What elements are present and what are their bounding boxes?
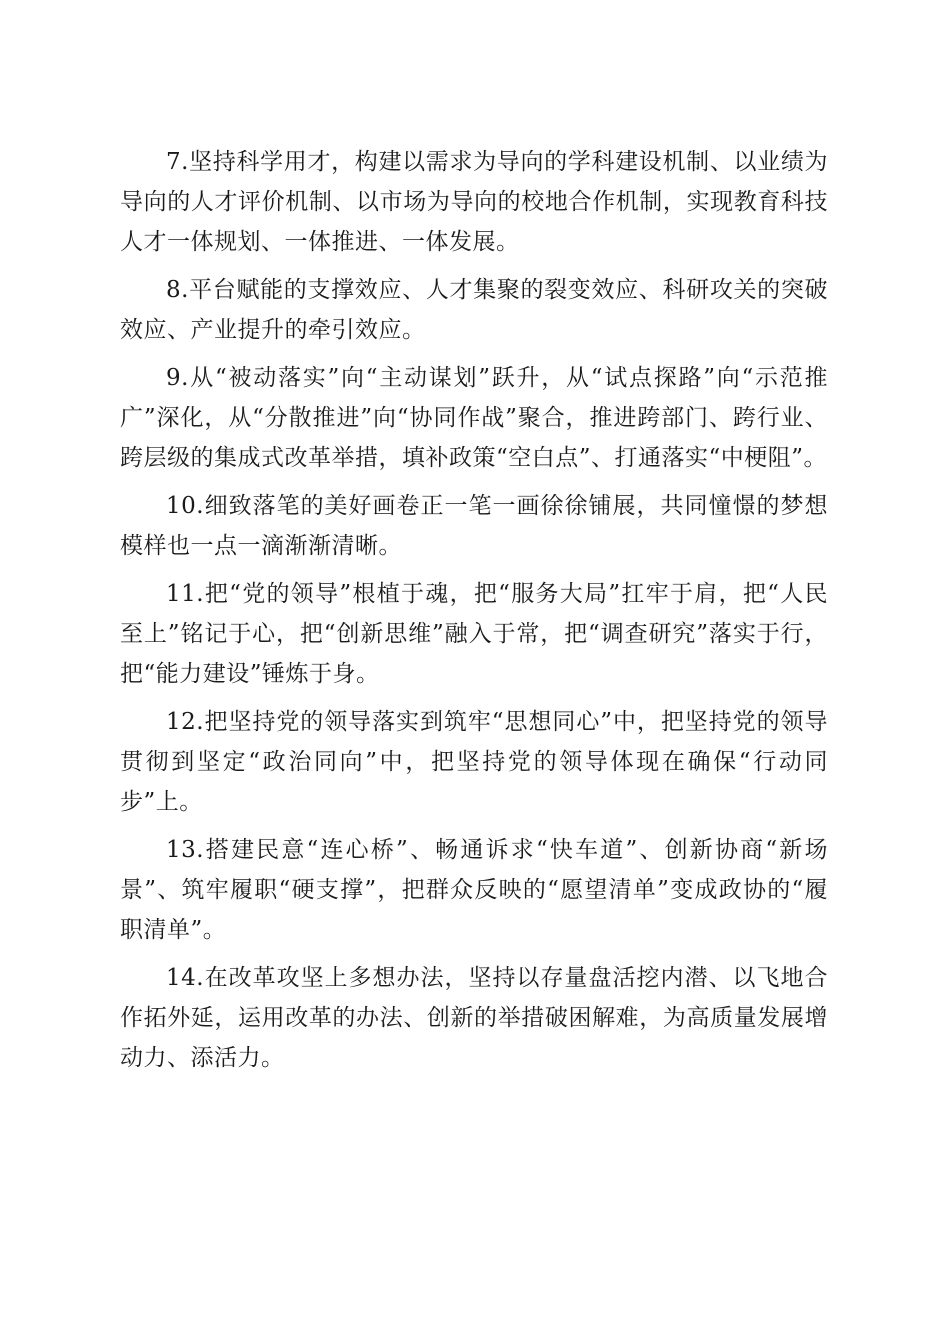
document-body xyxy=(120,142,828,1086)
paragraph-12: 12.把坚持党的领导落实到筑牢“思想同心”中，把坚持党的领导贯彻到坚定“政治同向”中，把坚持党的领导体现在确保“行动同步”上。 xyxy=(120,709,828,815)
paragraph-11: 11.把“党的领导”根植于魂，把“服务大局”扛牢于肩，把“人民至上”铭记于心，把“创新思维”融入于常，把“调查研究”落实于行，把“能力建设”锤炼于身。 xyxy=(120,581,828,687)
paragraph-9: 9.从“被动落实”向“主动谋划”跃升，从“试点探路”向“示范推广”深化，从“分散推进”向“协同作战”聚合，推进跨部门、跨行业、跨层级的集成式改革举措，填补政策“空白点”、打通落实“中梗阻”。 xyxy=(120,365,828,471)
paragraph-14: 14.在改革攻坚上多想办法，坚持以存量盘活挖内潜、以飞地合作拓外延，运用改革的办法、创新的举措破困解难，为高质量发展增动力、添活力。 xyxy=(120,965,828,1071)
paragraph-13: 13.搭建民意“连心桥”、畅通诉求“快车道”、创新协商“新场景”、筑牢履职“硬支撑”，把群众反映的“愿望清单”变成政协的“履职清单”。 xyxy=(120,837,828,943)
paragraph-8: 8.平台赋能的支撑效应、人才集聚的裂变效应、科研攻关的突破效应、产业提升的牵引效应。 xyxy=(120,277,828,343)
paragraph-7: 7.坚持科学用才，构建以需求为导向的学科建设机制、以业绩为导向的人才评价机制、以市场为导向的校地合作机制，实现教育科技人才一体规划、一体推进、一体发展。 xyxy=(120,149,828,255)
paragraph-10: 10.细致落笔的美好画卷正一笔一画徐徐铺展，共同憧憬的梦想模样也一点一滴渐渐清晰。 xyxy=(120,493,828,559)
